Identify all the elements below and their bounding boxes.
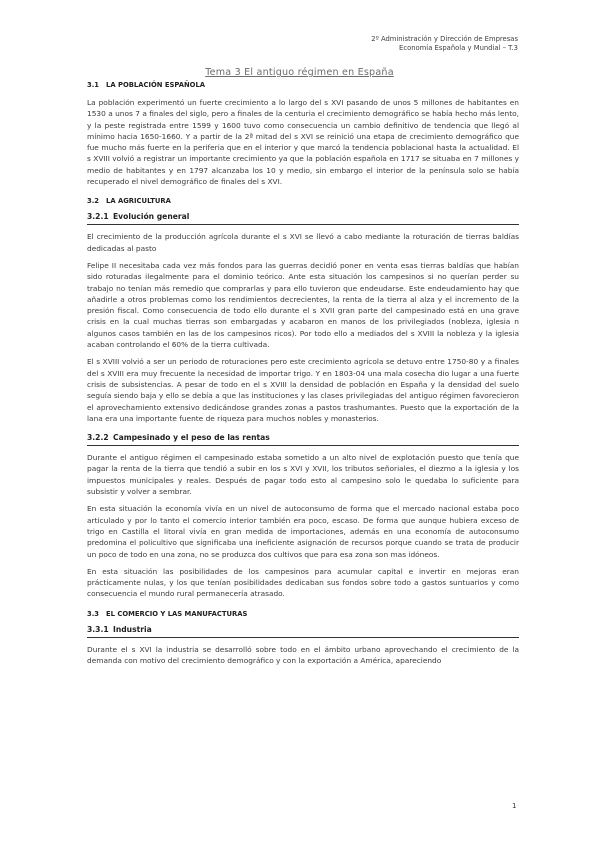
paragraph: Durante el antiguo régimen el campesinado estaba sometido a un alto nivel de explotación puesto que tenía que pagar la renta de la tierra que tendió a subir en los s XVI y XVII, los tributos señoriales, el diezmo a la iglesia y los impuestos municipales y reales. Después de pagar todo esto al campesino solo le quedaba lo suficiente para subsistir y volver a sembrar. — [87, 453, 519, 497]
header-course: 2º Administración y Dirección de Empresas — [371, 35, 518, 43]
subsection-number: 3.3.1 — [87, 624, 109, 634]
page-number: 1 — [512, 802, 517, 810]
subsection-number: 3.2.1 — [87, 212, 109, 222]
section-number: 3.3 — [87, 609, 100, 618]
page-header — [371, 35, 518, 53]
subsection-number: 3.2.2 — [87, 433, 109, 443]
section-title: LA AGRICULTURA — [106, 197, 171, 206]
section-heading-3-1 — [87, 79, 519, 91]
document-body — [87, 79, 519, 666]
header-subject: Economía Española y Mundial – T.3 — [399, 44, 518, 53]
section-title: EL COMERCIO Y LAS MANUFACTURAS — [106, 609, 248, 618]
subsection-heading-3-2-1 — [87, 211, 519, 225]
section-number: 3.1 — [87, 81, 100, 89]
subsection-heading-3-2-2 — [87, 432, 519, 446]
paragraph: El crecimiento de la producción agrícola durante el s XVI se llevó a cabo mediante la roturación de tierras baldías dedicadas al pasto — [87, 232, 519, 253]
paragraph: Felipe II necesitaba cada vez más fondos para las guerras decidió poner en venta esas tierras baldías que habían sido roturadas ilegalmente para el dominio teórico. Ante esta situación los campesinos si no querían perder su trabajo no tenían más remedio que comprarlas y para ello tuvieron que endeudarse. Este endeudamiento hay que añadirle a otros problemas como los rendimientos decrecientes, la renta de la tierra al alza y el incremento de la presión fiscal. Como consecuencia de todo ello durante el s XVII gran parte del campesinado está en una grave crisis en la cual muchas tierras son embargadas y acabaron en manos de los privilegiados (nobleza, iglesia n algunos casos también en las de los campesinos ricos). Por todo ello a mediados del s XVIII la nobleza y la iglesia acaban controlando el 60% de la tierra cultivada. — [87, 260, 519, 350]
section-number: 3.2 — [87, 197, 100, 206]
section-heading-3-3 — [87, 608, 519, 620]
subsection-title: Evolución general — [113, 212, 190, 222]
document-title: Tema 3 El antiguo régimen en España — [205, 67, 394, 78]
subsection-title: Campesinado y el peso de las rentas — [113, 433, 270, 443]
paragraph: El s XVIII volvió a ser un periodo de roturaciones pero este crecimiento agrícola se detuvo entre 1750-80 y a finales del s XVIII era muy frecuente la necesidad de importar trigo. Y en 1803-04 una mala cosecha dio lugar a una fuerte crisis de subsistencias. A pesar de todo en el s XVIII la densidad de población en España y la densidad del suelo seguía siendo baja y ello se debía a que las instituciones y las clases privilegiadas del antiguo régimen favorecieron el aprovechamiento extensivo dedicándose grandes zonas a pastos trashumantes. Puesto que la exportación de la lana era una importante fuente de riqueza para muchos nobles y monasterios. — [87, 357, 519, 423]
paragraph: Durante el s XVI la industria se desarrolló sobre todo en el ámbito urbano aprovechando el crecimiento de la demanda con motivo del crecimiento demográfico y con la exportación a América, apareciendo — [87, 644, 519, 665]
subsection-title: Industria — [113, 624, 152, 634]
paragraph: La población experimentó un fuerte crecimiento a lo largo del s XVI pasando de unos 5 millones de habitantes en 1530 a unos 7 a finales del siglo, pero a finales de la centuria el crecimiento demográfico se había hecho más lento, y la peste registrada entre 1599 y 1600 tuvo como consecuencia un cambio definitivo de tendencia que llegó al mínimo hacia 1650-1660. Y a partir de la 2ª mitad del s XVI se reinició una etapa de crecimiento demográfico que fue mucho más fuerte en la periferia que en el interior y que marcó la tendencia poblacional hasta la actualidad. El s XVIII volvió a registrar un importante crecimiento ya que la población española en 1717 se situaba en 7 millones y medio de habitantes y en 1797 alcanzaba los 10 y medio, sin embargo el interior de la península solo se había recuperado el nivel demográfico de finales del s XVI. — [87, 98, 519, 187]
section-title: LA POBLACIÓN ESPAÑOLA — [106, 81, 206, 89]
subsection-heading-3-3-1 — [87, 624, 519, 638]
paragraph: En esta situación la economía vivía en un nivel de autoconsumo de forma que el mercado nacional estaba poco articulado y por lo tanto el comercio interior también era poco, escaso. De forma que aunque hubiera exceso de trigo en Castilla el litoral vivía en gran medida de importaciones, además en una economía de autoconsumo predomina el policultivo que significaba una ineficiente asignación de recursos porque cuando se trata de producir un poco de todo en una zona, no se produzca dos cultivos que para esa zona son mas idóneos. — [87, 504, 519, 559]
section-heading-3-2 — [87, 195, 519, 207]
paragraph: En esta situación las posibilidades de los campesinos para acumular capital e invertir en mejoras eran prácticamente nulas, y los que tenían posibilidades dedicaban sus fondos sobre todo a gastos suntuarios y como consecuencia el mundo rural permanecería atrasado. — [87, 566, 519, 599]
